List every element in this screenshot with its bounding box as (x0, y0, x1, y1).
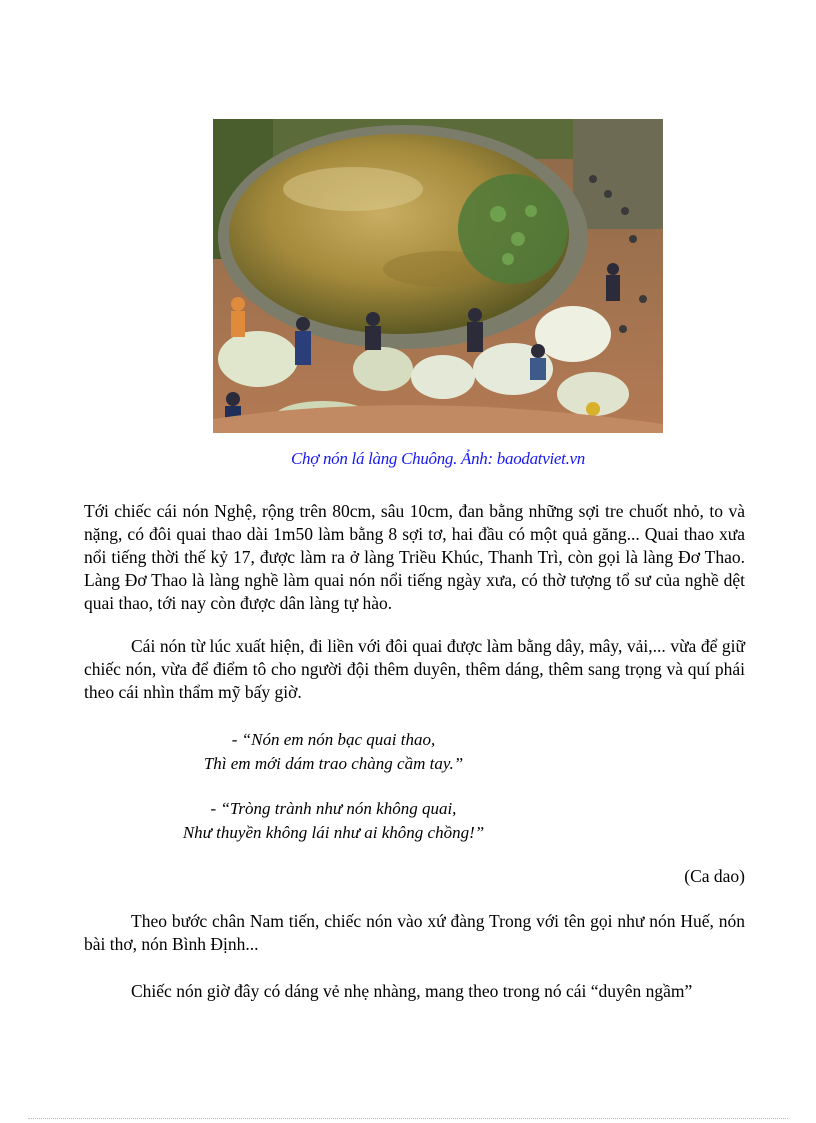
photo-caption: Chợ nón lá làng Chuông. Ảnh: baodatviet.vn (291, 449, 585, 468)
page-footer-rule (28, 1118, 788, 1119)
paragraph-3: Theo bước chân Nam tiến, chiếc nón vào xứ đàng Trong với tên gọi như nón Huế, nón bài thơ, nón Bình Định... (84, 911, 745, 954)
paragraph-2: Cái nón từ lúc xuất hiện, đi liền với đôi quai được làm bằng dây, mây, vải,... vừa để giữ chiếc nón, vừa để điểm tô cho người đội thêm duyên, thêm dáng, thêm sang trọng và quí phái theo cái nhìn thẩm mỹ bấy giờ. (84, 636, 745, 702)
market-photo-illustration (213, 119, 663, 433)
paragraph-1: Tới chiếc cái nón Nghệ, rộng trên 80cm, sâu 10cm, đan bằng những sợi tre chuốt nhỏ, to và nặng, có đôi quai thao dài 1m50 làm bằng 8 sợi tơ, hai đầu có một quả găng... Quai thao xưa nổi tiếng thời thế kỷ 17, được làm ra ở làng Triều Khúc, Thanh Trì, còn gọi là làng Đơ Thao. Làng Đơ Thao là làng nghề làm quai nón nổi tiếng ngày xưa, có thờ tượng tổ sư của nghề dệt quai thao, tới nay còn được dân làng tự hào. (84, 501, 745, 613)
verse-2-line-2: Như thuyền không lái như ai không chồng!” (182, 823, 485, 842)
market-photo (213, 119, 663, 433)
verse-source: (Ca dao) (684, 866, 745, 886)
verse-1 (84, 728, 745, 776)
verse-2-line-1: - “Tròng trành như nón không quai, (210, 799, 457, 818)
verse-2 (84, 797, 745, 845)
verse-1-line-2: Thì em mới dám trao chàng cầm tay.” (203, 754, 464, 773)
verse-1-line-1: - “Nón em nón bạc quai thao, (231, 730, 436, 749)
paragraph-4: Chiếc nón giờ đây có dáng vẻ nhẹ nhàng, mang theo trong nó cái “duyên ngầm” (131, 981, 693, 1001)
